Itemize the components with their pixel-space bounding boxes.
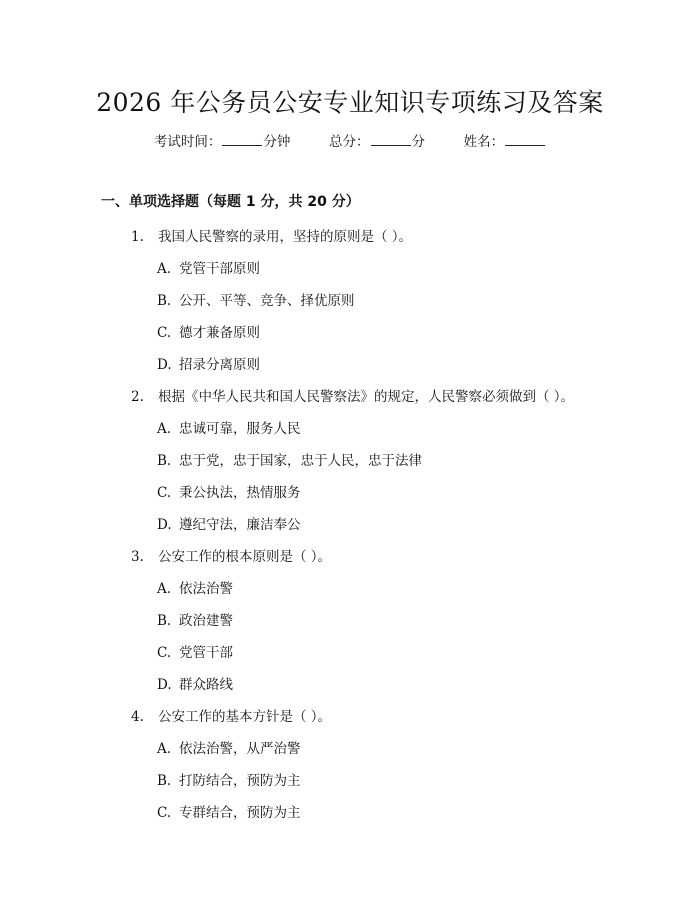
question-text: 根据《中华人民共和国人民警察法》的规定，人民警察必须做到（ ）。	[158, 389, 575, 405]
question-4-option-a	[157, 737, 301, 757]
option-text: 德才兼备原则	[179, 325, 260, 341]
option-letter: B.	[157, 613, 172, 629]
section-heading: 一、单项选择题（每题 1 分，共 20 分）	[101, 194, 360, 210]
option-text: 忠诚可靠，服务人民	[179, 421, 301, 437]
option-text: 依法治警	[179, 581, 233, 597]
option-letter: B.	[157, 293, 172, 309]
exam-time-label: 考试时间：	[153, 134, 222, 150]
question-1-option-b	[157, 289, 355, 309]
option-letter: C.	[157, 485, 172, 501]
option-letter: C.	[157, 805, 172, 821]
option-text: 群众路线	[179, 677, 233, 693]
question-3-option-b	[157, 609, 233, 629]
document-title: 2026 年公务员公安专业知识专项练习及答案	[96, 88, 604, 117]
name-label: 姓名：	[463, 134, 505, 150]
option-text: 政治建警	[179, 613, 233, 629]
option-text: 秉公执法，热情服务	[179, 485, 301, 501]
option-letter: C.	[157, 325, 172, 341]
exam-time-blank	[222, 144, 262, 146]
option-text: 党管干部	[179, 645, 233, 661]
question-2-option-b	[157, 449, 422, 469]
question-3-option-d	[157, 673, 233, 693]
question-text: 公安工作的基本方针是（ ）。	[158, 709, 332, 725]
question-number: 4.	[131, 709, 144, 725]
question-number: 3.	[131, 549, 144, 565]
option-text: 打防结合，预防为主	[179, 773, 301, 789]
total-score-unit: 分	[411, 134, 425, 150]
question-text: 我国人民警察的录用，坚持的原则是（ ）。	[158, 229, 413, 245]
exam-info-line	[0, 130, 700, 150]
option-text: 依法治警，从严治警	[179, 741, 301, 757]
question-1-option-a	[157, 257, 260, 277]
question-number: 1.	[131, 229, 144, 245]
name-blank	[505, 144, 545, 146]
question-3-option-c	[157, 641, 233, 661]
question-2-option-c	[157, 481, 301, 501]
question-3	[131, 545, 331, 565]
question-2-option-a	[157, 417, 301, 437]
option-letter: B.	[157, 773, 172, 789]
option-text: 遵纪守法，廉洁奉公	[179, 517, 301, 533]
question-1-option-c	[157, 321, 260, 341]
question-4-option-b	[157, 769, 301, 789]
option-letter: D.	[157, 357, 172, 373]
total-score-label: 总分：	[329, 134, 370, 150]
exam-time-unit: 分钟	[263, 134, 291, 150]
total-score-blank	[371, 144, 411, 146]
question-2	[131, 385, 574, 405]
question-1	[131, 225, 412, 245]
option-letter: D.	[157, 677, 172, 693]
question-4-option-c	[157, 801, 301, 821]
option-text: 公开、平等、竞争、择优原则	[179, 293, 355, 309]
question-number: 2.	[131, 389, 144, 405]
question-2-option-d	[157, 513, 301, 533]
question-3-option-a	[157, 577, 233, 597]
option-letter: A.	[157, 741, 172, 757]
option-letter: A.	[157, 581, 172, 597]
question-4	[131, 705, 331, 725]
option-text: 专群结合，预防为主	[179, 805, 301, 821]
option-text: 党管干部原则	[179, 261, 260, 277]
option-letter: B.	[157, 453, 172, 469]
question-text: 公安工作的根本原则是（ ）。	[158, 549, 332, 565]
option-text: 招录分离原则	[179, 357, 260, 373]
option-text: 忠于党，忠于国家，忠于人民，忠于法律	[179, 453, 422, 469]
question-1-option-d	[157, 353, 260, 373]
option-letter: C.	[157, 645, 172, 661]
option-letter: A.	[157, 261, 172, 277]
option-letter: D.	[157, 517, 172, 533]
option-letter: A.	[157, 421, 172, 437]
